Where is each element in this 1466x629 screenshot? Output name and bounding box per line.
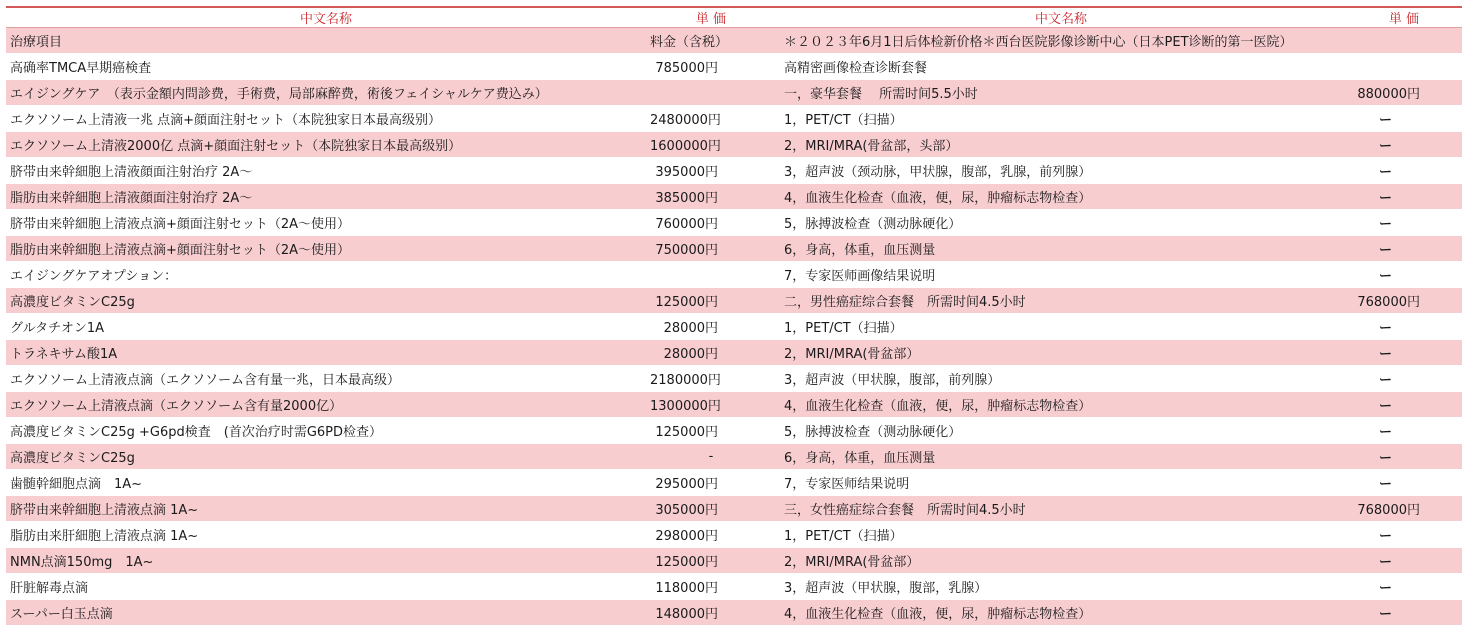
left-name-cell: 脐带由来幹細胞上清液点滴 1A~ [6, 496, 646, 522]
right-price-cell [1346, 54, 1462, 80]
right-name-cell: 高精密画像检查诊断套餐 [776, 54, 1346, 80]
left-name-cell: スーパー白玉点滴 [6, 600, 646, 626]
right-name-cell: 2，MRI/MRA(骨盆部） [776, 548, 1346, 574]
right-price-cell: ー [1346, 522, 1462, 548]
left-price-cell: 760000円 [646, 210, 776, 236]
left-name-cell: エクソソーム上清液点滴（エクソソーム含有量2000亿） [6, 392, 646, 418]
right-price-cell: ー [1346, 106, 1462, 132]
left-name-cell: エイジングケアオプション： [6, 262, 646, 288]
table-row [6, 262, 1462, 288]
left-price-cell [646, 80, 776, 106]
left-price-cell: 385000円 [646, 184, 776, 210]
left-name-cell: 脐带由来幹細胞上清液点滴+顔面注射セット（2A～使用） [6, 210, 646, 236]
left-name-cell: 脂肪由来幹細胞上清液顔面注射治疗 2A～ [6, 184, 646, 210]
left-name-cell: エイジングケア （表示金額内問診费，手術费，局部麻醉费，術後フェイシャルケア费込み） [6, 80, 646, 106]
left-price-cell: 118000円 [646, 574, 776, 600]
table-row [6, 366, 1462, 392]
right-name-cell: 4，血液生化检查（血液，便，尿，肿瘤标志物检查） [776, 600, 1346, 626]
left-price-cell: 395000円 [646, 158, 776, 184]
left-price-cell: - [646, 444, 776, 470]
left-price-cell: 料金（含税） [646, 28, 776, 54]
left-price-cell: 2480000円 [646, 106, 776, 132]
right-price-cell [1346, 28, 1462, 54]
right-name-cell: 3，超声波（颈动脉，甲状腺，腹部，乳腺，前列腺） [776, 158, 1346, 184]
table-row [6, 184, 1462, 210]
left-price-cell: 125000円 [646, 548, 776, 574]
right-name-cell: 1，PET/CT（扫描） [776, 106, 1346, 132]
right-name-cell: 2，MRI/MRA(骨盆部） [776, 340, 1346, 366]
table-row [6, 444, 1462, 470]
table-row [6, 392, 1462, 418]
left-name-cell: 脂肪由来幹細胞上清液点滴+顔面注射セット（2A～使用） [6, 236, 646, 262]
right-name-cell: 7，专家医师画像结果说明 [776, 262, 1346, 288]
left-name-cell: 高濃度ビタミンC25g [6, 444, 646, 470]
table-row [6, 470, 1462, 496]
table-row [6, 288, 1462, 314]
left-price-cell: 2180000円 [646, 366, 776, 392]
table-row [6, 28, 1462, 54]
right-price-cell: ー [1346, 158, 1462, 184]
table-row [6, 600, 1462, 626]
right-name-cell: 一，豪华套餐 所需时间5.5小时 [776, 80, 1346, 106]
right-price-cell: ー [1346, 600, 1462, 626]
left-name-cell: 高确率TMCA早期癌検査 [6, 54, 646, 80]
left-name-cell: 治療項目 [6, 28, 646, 54]
left-price-header: 単 価 [646, 8, 776, 28]
left-price-cell: 298000円 [646, 522, 776, 548]
right-name-cell: 7，专家医师结果说明 [776, 470, 1346, 496]
table-row [6, 522, 1462, 548]
left-price-cell: 125000円 [646, 288, 776, 314]
right-name-cell: 6，身高，体重，血压测量 [776, 236, 1346, 262]
left-name-cell: エクソソーム上清液点滴（エクソソーム含有量一兆，日本最高级） [6, 366, 646, 392]
left-price-cell [646, 262, 776, 288]
left-price-cell: 295000円 [646, 470, 776, 496]
right-name-cell: 6，身高，体重，血压测量 [776, 444, 1346, 470]
left-price-cell: 28000円 [646, 314, 776, 340]
right-price-cell: ー [1346, 392, 1462, 418]
right-price-cell: ー [1346, 210, 1462, 236]
right-name-cell: 4，血液生化检查（血液，便，尿，肿瘤标志物检查） [776, 392, 1346, 418]
left-name-cell: NMN点滴150mg 1A~ [6, 548, 646, 574]
left-price-cell: 125000円 [646, 418, 776, 444]
left-price-cell: 1300000円 [646, 392, 776, 418]
right-price-cell: ー [1346, 548, 1462, 574]
table-row [6, 418, 1462, 444]
left-price-cell: 785000円 [646, 54, 776, 80]
right-price-cell: ー [1346, 418, 1462, 444]
right-name-header: 中文名称 [776, 8, 1346, 28]
right-name-cell: 4，血液生化检查（血液，便，尿，肿瘤标志物检查） [776, 184, 1346, 210]
right-name-cell: 3，超声波（甲状腺，腹部，乳腺） [776, 574, 1346, 600]
left-name-header: 中文名称 [6, 8, 646, 28]
right-price-cell: 880000円 [1346, 80, 1462, 106]
right-price-cell: ー [1346, 262, 1462, 288]
left-name-cell: トラネキサム酸1A [6, 340, 646, 366]
left-price-cell: 1600000円 [646, 132, 776, 158]
table-row [6, 574, 1462, 600]
left-name-cell: グルタチオン1A [6, 314, 646, 340]
right-name-cell: 2，MRI/MRA(骨盆部，头部） [776, 132, 1346, 158]
left-name-cell: 高濃度ビタミンC25g +G6pd検査 (首次治疗时需G6PD检查） [6, 418, 646, 444]
table-row [6, 106, 1462, 132]
left-price-cell: 750000円 [646, 236, 776, 262]
price-table [6, 8, 1462, 626]
right-name-cell: 5，脉搏波检查（测动脉硬化） [776, 210, 1346, 236]
table-row [6, 158, 1462, 184]
table-row [6, 548, 1462, 574]
left-price-cell: 148000円 [646, 600, 776, 626]
table-row [6, 210, 1462, 236]
table-row [6, 236, 1462, 262]
right-name-cell: 1，PET/CT（扫描） [776, 314, 1346, 340]
right-name-cell: ＊２０２３年6月1日后体检新价格＊西台医院影像诊断中心（日本PET诊断的第一医院） [776, 28, 1346, 54]
right-price-cell: ー [1346, 574, 1462, 600]
right-price-cell: ー [1346, 340, 1462, 366]
right-name-cell: 1，PET/CT（扫描） [776, 522, 1346, 548]
table-row [6, 54, 1462, 80]
table-row [6, 314, 1462, 340]
left-name-cell: 歯髄幹細胞点滴 1A~ [6, 470, 646, 496]
right-price-header: 単 価 [1346, 8, 1462, 28]
right-price-cell: ー [1346, 184, 1462, 210]
left-name-cell: 肝脏解毒点滴 [6, 574, 646, 600]
right-name-cell: 二，男性癌症综合套餐 所需时间4.5小时 [776, 288, 1346, 314]
left-name-cell: 高濃度ビタミンC25g [6, 288, 646, 314]
left-name-cell: エクソソーム上清液一兆 点滴+顔面注射セット（本院独家日本最高级别） [6, 106, 646, 132]
table-row [6, 340, 1462, 366]
left-name-cell: 脂肪由来肝細胞上清液点滴 1A~ [6, 522, 646, 548]
right-price-cell: ー [1346, 132, 1462, 158]
right-price-cell: ー [1346, 366, 1462, 392]
right-name-cell: 5，脉搏波检查（测动脉硬化） [776, 418, 1346, 444]
right-price-cell: 768000円 [1346, 288, 1462, 314]
right-price-cell: 768000円 [1346, 496, 1462, 522]
table-row [6, 80, 1462, 106]
left-price-cell: 305000円 [646, 496, 776, 522]
right-price-cell: ー [1346, 236, 1462, 262]
left-name-cell: 脐带由来幹細胞上清液顔面注射治疗 2A～ [6, 158, 646, 184]
left-price-cell: 28000円 [646, 340, 776, 366]
table-row [6, 132, 1462, 158]
header-row [6, 8, 1462, 28]
right-price-cell: ー [1346, 314, 1462, 340]
left-name-cell: エクソソーム上清液2000亿 点滴+顔面注射セット（本院独家日本最高级别） [6, 132, 646, 158]
table-row [6, 496, 1462, 522]
right-name-cell: 3，超声波（甲状腺，腹部，前列腺） [776, 366, 1346, 392]
right-price-cell: ー [1346, 444, 1462, 470]
right-name-cell: 三，女性癌症综合套餐 所需时间4.5小时 [776, 496, 1346, 522]
right-price-cell: ー [1346, 470, 1462, 496]
